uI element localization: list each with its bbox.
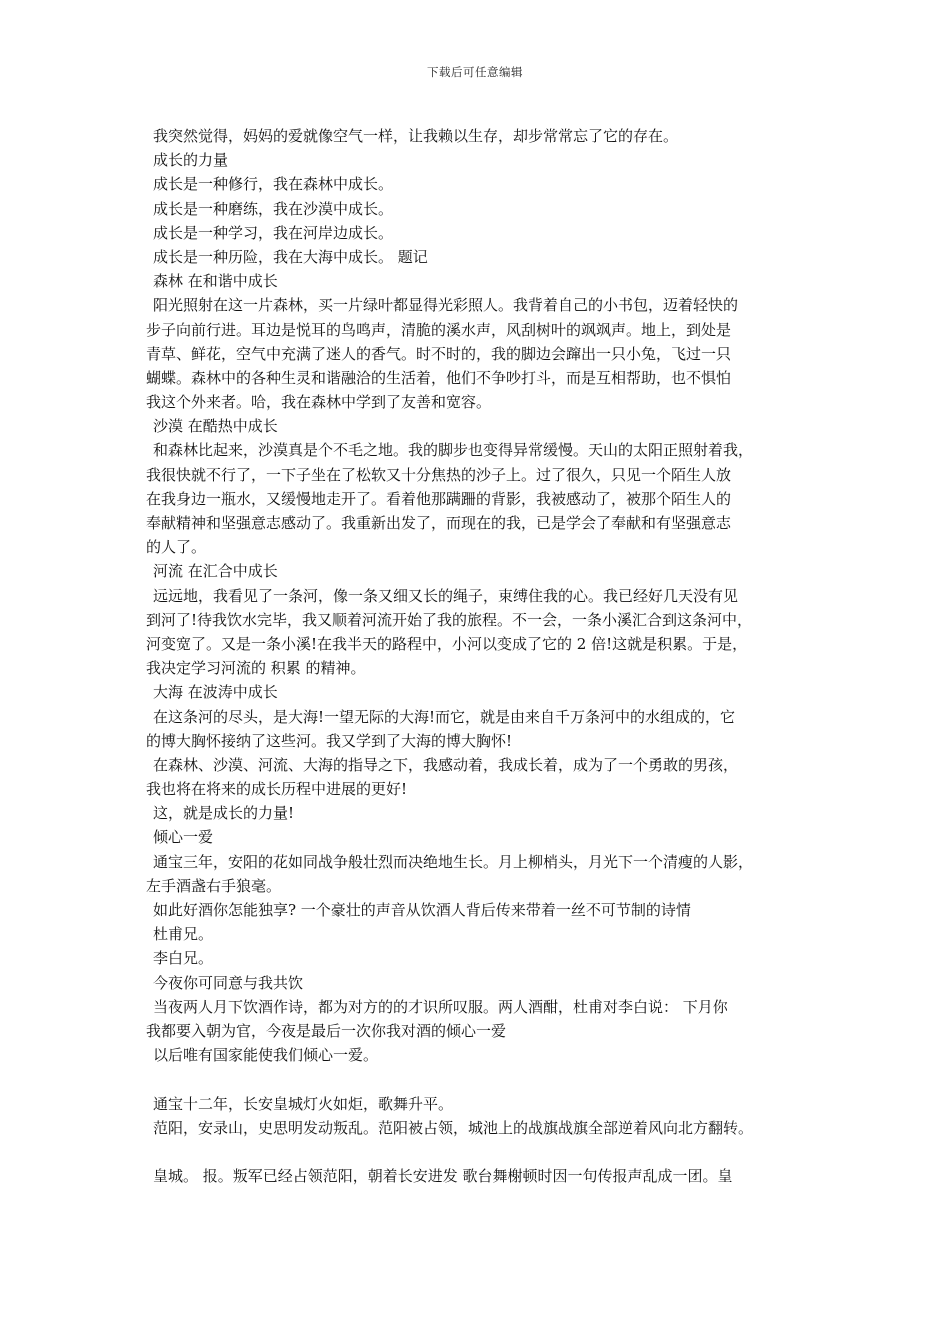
text-line: 步子向前行进。耳边是悦耳的鸟鸣声，清脆的溪水声，风刮树叶的飒飒声。地上，到处是 bbox=[146, 320, 732, 339]
text-line: 皇城。 报。叛军已经占领范阳，朝着长安进发 歌台舞榭顿时因一句传报声乱成一团。皇 bbox=[153, 1167, 733, 1186]
text-line: 和森林比起来，沙漠真是个不毛之地。我的脚步也变得异常缓慢。天山的太阳正照射着我， bbox=[153, 441, 754, 460]
text-line: 我突然觉得，妈妈的爱就像空气一样，让我赖以生存，却步常常忘了它的存在。 bbox=[153, 127, 679, 145]
blank-line bbox=[146, 1140, 818, 1164]
text-line: 森林 在和谐中成长 bbox=[153, 272, 278, 291]
text-line: 倾心一爱 bbox=[153, 828, 214, 847]
page-header: 下载后可任意编辑 bbox=[427, 65, 523, 79]
text-line: 成长的力量 bbox=[153, 151, 229, 170]
text-line: 在我身边一瓶水，又缓慢地走开了。看着他那蹒跚的背影，我被感动了，被那个陌生人的 bbox=[146, 489, 732, 508]
text-line: 的博大胸怀接纳了这些河。我又学到了大海的博大胸怀! bbox=[146, 731, 513, 750]
text-line: 在森林、沙漠、河流、大海的指导之下，我感动着，我成长着，成为了一个勇敢的男孩， bbox=[153, 755, 739, 774]
text-line: 我很快就不行了，一下子坐在了松软又十分焦热的沙子上。过了很久，只见一个陌生人放 bbox=[146, 465, 732, 484]
text-line: 我这个外来者。哈，我在森林中学到了友善和宽容。 bbox=[146, 393, 492, 412]
text-line: 成长是一种历险，我在大海中成长。 题记 bbox=[153, 247, 428, 266]
text-line: 河流 在汇合中成长 bbox=[153, 562, 278, 581]
text-line: 阳光照射在这一片森林，买一片绿叶都显得光彩照人。我背着自己的小书包，迈着轻快的 bbox=[153, 296, 739, 315]
text-line: 成长是一种磨练，我在沙漠中成长。 bbox=[153, 199, 394, 218]
text-line: 我决定学习河流的 积累 的精神。 bbox=[146, 659, 366, 678]
text-line: 沙漠 在酷热中成长 bbox=[153, 417, 278, 436]
text-line: 奉献精神和坚强意志感动了。我重新出发了，而现在的我，已是学会了奉献和有坚强意志 bbox=[146, 514, 732, 532]
text-line: 范阳，安录山，史思明发动叛乱。范阳被占领，城池上的战旗战旗全部逆着风向北方翻转。 bbox=[153, 1118, 754, 1137]
text-line: 通宝十二年，长安皇城灯火如炬，歌舞升平。 bbox=[153, 1094, 454, 1113]
text-line: 这，就是成长的力量! bbox=[153, 804, 295, 823]
text-line: 以后唯有国家能使我们倾心一爱。 bbox=[153, 1046, 379, 1065]
text-line: 成长是一种学习，我在河岸边成长。 bbox=[153, 223, 394, 242]
text-line: 在这条河的尽头，是大海!一望无际的大海!而它，就是由来自千万条河中的水组成的，它 bbox=[153, 707, 736, 726]
text-line: 大海 在波涛中成长 bbox=[153, 683, 278, 702]
text-line: 的人了。 bbox=[146, 538, 207, 557]
text-line: 到河了!待我饮水完毕，我又顺着河流开始了我的旅程。不一会，一条小溪汇合到这条河中， bbox=[146, 610, 753, 629]
text-line: 当夜两人月下饮酒作诗，都为对方的的才识所叹服。两人酒酣，杜甫对李白说： 下月你 bbox=[153, 997, 728, 1016]
text-line: 我也将在将来的成长历程中进展的更好! bbox=[146, 780, 408, 799]
text-line: 今夜你可同意与我共饮 bbox=[153, 973, 304, 992]
text-line: 河变宽了。又是一条小溪!在我半天的路程中，小河以变成了它的 2 倍!这就是积累。于是， bbox=[146, 634, 748, 653]
text-line: 成长是一种修行，我在森林中成长。 bbox=[153, 175, 394, 194]
blank-line bbox=[146, 1067, 818, 1091]
text-line: 杜甫兄。 bbox=[153, 925, 214, 944]
text-line: 远远地，我看见了一条河，像一条又细又长的绳子，束缚住我的心。我已经好几天没有见 bbox=[153, 586, 739, 605]
text-line: 青草、鲜花，空气中充满了迷人的香气。时不时的，我的脚边会蹿出一只小兔，飞过一只 bbox=[146, 344, 732, 363]
text-line: 我都要入朝为官，今夜是最后一次你我对酒的倾心一爱 bbox=[146, 1021, 507, 1040]
text-line: 蝴蝶。森林中的各种生灵和谐融洽的生活着，他们不争吵打斗，而是互相帮助，也不惧怕 bbox=[146, 368, 732, 387]
document-body bbox=[146, 124, 818, 1188]
text-line: 李白兄。 bbox=[153, 949, 214, 968]
text-line: 左手酒盏右手狼毫。 bbox=[146, 876, 282, 895]
text-line: 如此好酒你怎能独享? 一个豪壮的声音从饮酒人背后传来带着一丝不可节制的诗情 bbox=[153, 901, 691, 919]
text-line: 通宝三年，安阳的花如同战争般壮烈而决绝地生长。月上柳梢头，月光下一个清瘦的人影， bbox=[153, 852, 754, 871]
